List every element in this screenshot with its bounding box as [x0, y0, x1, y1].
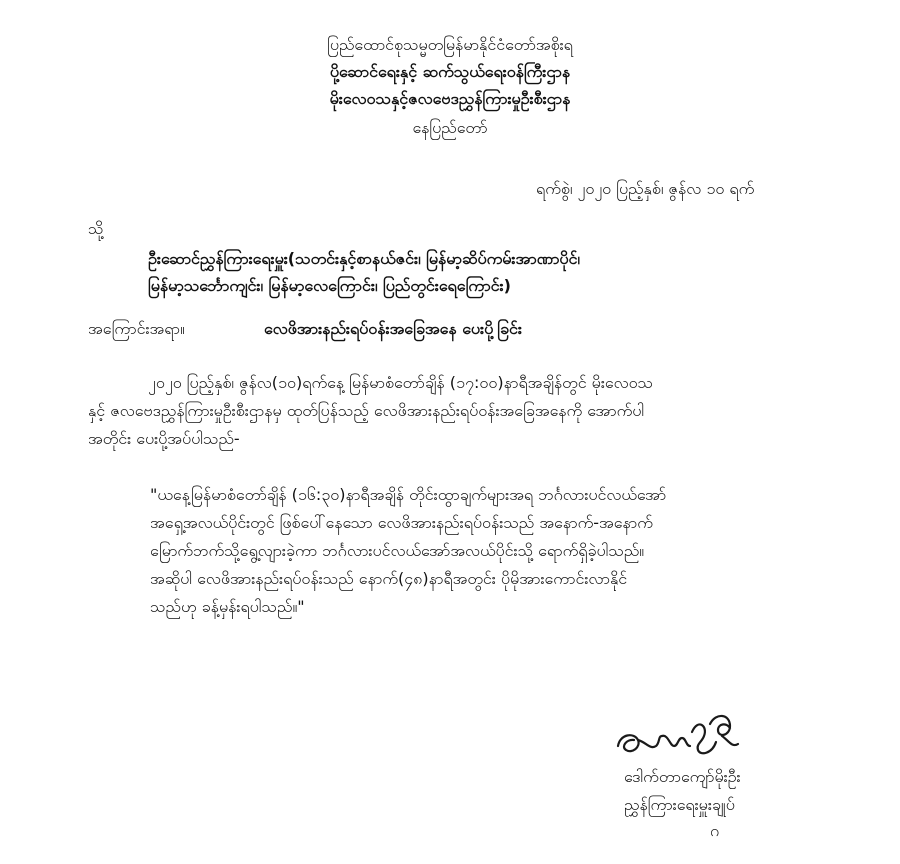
quote-line-2: အရှေ့အလယ်ပိုင်းတွင် ဖြစ်ပေါ်နေသော လေဖိအားနည်းရပ်ဝန်းသည် အနောက်-အနောက် [150, 513, 653, 532]
quote-line-1: "ယနေ့မြန်မာစံတော်ချိန် (၁၆:၃၀)နာရီအချိန် တိုင်းထွာချက်များအရ ဘင်္ဂလားပင်လယ်အော် [150, 485, 667, 504]
signer-title: ညွှန်ကြားရေးမှူးချုပ် [624, 795, 735, 814]
signer-mark: ဂ [710, 821, 720, 840]
quote-line-5: သည်ဟု ခန့်မှန်းရပါသည်။" [150, 597, 305, 616]
quote-line-4: အဆိုပါ လေဖိအားနည်းရပ်ဝန်းသည် နောက်(၄၈)နာရီအတွင်း ပိုမိုအားကောင်းလာနိုင် [150, 569, 628, 588]
letter-date: ရက်စွဲ၊ ၂၀၂၀ ပြည့်နှစ်၊ ဇွန်လ ၁၀ ရက် [536, 179, 755, 198]
recipient-line-1: ဦးဆောင်ညွှန်ကြားရေးမှူး(သတင်းနှင့်စာနယ်ဇင်း၊ မြန်မာ့ဆိပ်ကမ်းအာဏာပိုင်၊ [148, 249, 580, 268]
letterhead-city: နေပြည်တော် [412, 118, 488, 137]
letterhead-government: ပြည်ထောင်စုသမ္မတမြန်မာနိုင်ငံတော်အစိုးရ [327, 35, 573, 54]
recipient-line-2: မြန်မာ့သင်္ဘောကျင်း၊ မြန်မာ့လေကြောင်း၊ ပြည်တွင်းရေကြောင်း) [148, 276, 511, 295]
handwritten-signature [612, 706, 742, 764]
body-para-line-1: ၂၀၂၀ ပြည့်နှစ်၊ ဇွန်လ(၁၀)ရက်နေ့ မြန်မာစံတော်ချိန် (၁၇:၀၀)နာရီအချိန်တွင် မိုးလေဝသ [148, 373, 654, 392]
recipient-label: သို့ [88, 219, 104, 238]
subject-text: လေဖိအားနည်းရပ်ဝန်းအခြေအနေ ပေးပို့ခြင်း [264, 319, 522, 338]
subject-label: အကြောင်းအရာ။ [88, 319, 185, 338]
body-para-line-3: အတိုင်း ပေးပို့အပ်ပါသည်- [88, 429, 240, 448]
quote-line-3: မြောက်ဘက်သို့ရွေ့လျားခဲ့ကာ ဘင်္ဂလားပင်လယ်အော်အလယ်ပိုင်းသို့ ရောက်ရှိခဲ့ပါသည်။ [150, 541, 645, 560]
body-para-line-2: နှင့် ဇလဗေဒညွှန်ကြားမှုဦးစီးဌာနမှ ထုတ်ပြန်သည့် လေဖိအားနည်းရပ်ဝန်းအခြေအနေကို အောက်ပါ [88, 401, 645, 420]
letterhead-department: မိုးလေဝသနှင့်ဇလဗေဒညွှန်ကြားမှုဦးစီးဌာန [329, 89, 571, 108]
signer-name: ဒေါက်တာကျော်မိုးဦး [624, 767, 741, 786]
letterhead-ministry: ပို့ဆောင်ရေးနှင့် ဆက်သွယ်ရေးဝန်ကြီးဌာန [329, 62, 571, 81]
